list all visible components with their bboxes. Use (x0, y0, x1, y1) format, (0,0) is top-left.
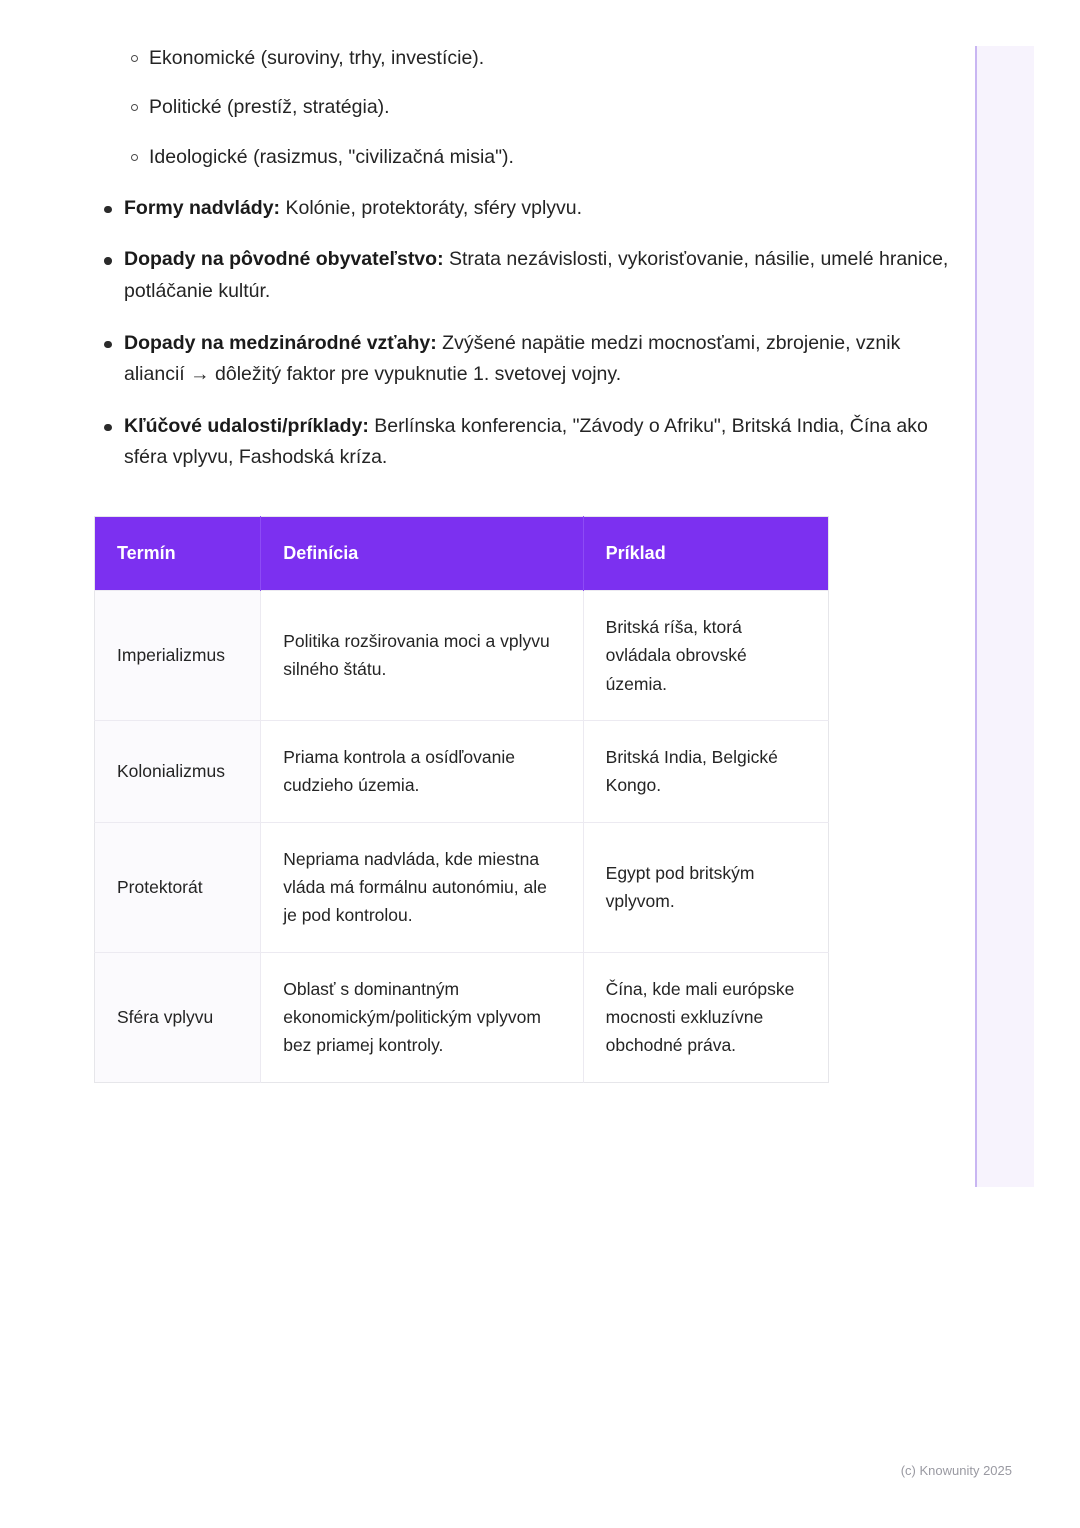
table-cell-definition: Priama kontrola a osídľovanie cudzieho územia. (261, 720, 583, 822)
table-cell-example: Egypt pod britským vplyvom. (583, 822, 828, 952)
list-item-text: Zvýšené napätie medzi mocnosťami, zbrojenie, vznik aliancií → dôležitý faktor pre vypuknutie 1. svetovej vojny. (124, 331, 901, 386)
list-item (94, 244, 960, 307)
copyright-footer: (c) Knowunity 2025 (900, 1463, 1012, 1478)
table-cell-term: Kolonializmus (95, 720, 261, 822)
main-bullet-list (94, 193, 960, 474)
table-row (95, 822, 829, 952)
table-cell-term: Imperializmus (95, 590, 261, 720)
list-item-label: Dopady na pôvodné obyvateľstvo: (124, 248, 444, 271)
terms-table (94, 516, 829, 1083)
list-item (94, 328, 960, 391)
table-cell-example: Britská ríša, ktorá ovládala obrovské územia. (583, 590, 828, 720)
list-item-text: Strata nezávislosti, vykorisťovanie, násilie, umelé hranice, potláčanie kultúr. (124, 248, 949, 302)
table-header-term: Termín (95, 516, 261, 590)
table-cell-definition: Nepriama nadvláda, kde miestna vláda má formálnu autonómiu, ale je pod kontrolou. (261, 822, 583, 952)
list-item (94, 193, 960, 225)
sub-bullet-list (94, 44, 960, 171)
list-item-label: Formy nadvlády: (124, 196, 281, 219)
list-item: Politické (prestíž, stratégia). (94, 93, 960, 121)
list-item-text: Berlínska konferencia, "Závody o Afriku", Britská India, Čína ako sféra vplyvu, Fashodská kríza. (124, 414, 928, 469)
table-row (95, 590, 829, 720)
list-item-label: Dopady na medzinárodné vzťahy: (124, 331, 437, 354)
table-cell-example: Britská India, Belgické Kongo. (583, 720, 828, 822)
table-cell-definition: Oblasť s dominantným ekonomickým/politickým vplyvom bez priamej kontroly. (261, 952, 583, 1082)
table-cell-example: Čína, kde mali európske mocnosti exkluzívne obchodné práva. (583, 952, 828, 1082)
list-item (94, 411, 960, 474)
list-item: Ekonomické (suroviny, trhy, investície). (94, 44, 960, 72)
table-cell-definition: Politika rozširovania moci a vplyvu silného štátu. (261, 590, 583, 720)
table-row (95, 952, 829, 1082)
table-cell-term: Sféra vplyvu (95, 952, 261, 1082)
list-item: Ideologické (rasizmus, "civilizačná misia"). (94, 143, 960, 171)
list-item-text: Kolónie, protektoráty, sféry vplyvu. (280, 196, 583, 219)
table-header-row (95, 516, 829, 590)
table-row (95, 720, 829, 822)
list-item-label: Kľúčové udalosti/príklady: (124, 414, 369, 437)
table-header-example: Príklad (583, 516, 828, 590)
table-cell-term: Protektorát (95, 822, 261, 952)
table-header-definition: Definícia (261, 516, 583, 590)
